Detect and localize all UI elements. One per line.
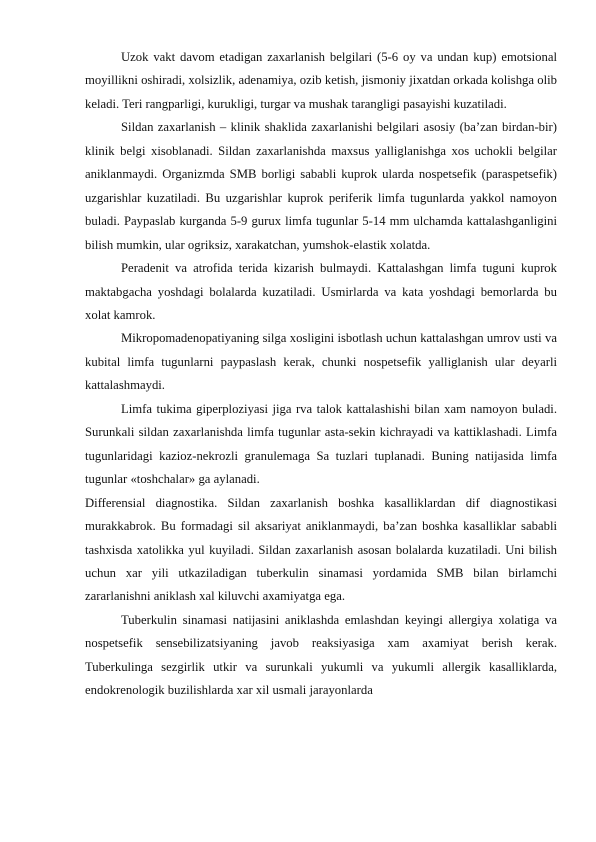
- paragraph-differential-diagnostics: Differensial diagnostika. Sildan zaxarlanish boshka kasalliklardan dif diagnostikasi murakkabrok. Bu formadagi sil aksariyat aniklanmaydi, ba’zan boshka kasalliklar sababli tashxisda xatolikka yul kuyiladi. Sildan zaxarlanish asosan bolalarda kuzatiladi. Uni bilish uchun xar yili utkaziladigan tuberkulin sinamasi yordamida SMB bilan birlamchi zararlanishni aniklash xal kiluvchi axamiyatga ega.: [85, 495, 557, 604]
- paragraph-peradenitis: Peradenit va atrofida terida kizarish bulmaydi. Kattalashgan limfa tuguni kuprok maktabgacha yoshdagi bolalarda kuzatiladi. Usmirlarda va kata yoshdagi bemorlarda bu xolat kamrok.: [85, 261, 557, 322]
- paragraph-long-term-poisoning: Uzok vakt davom etadigan zaxarlanish belgilari (5-6 oy va undan kup) emotsional moyillikni oshiradi, xolsizlik, adenamiya, ozib ketish, jismoniy jixatdan orkada kolishga olib keladi. Teri rangparligi, kurukligi, turgar va mushak tarangligi pasayishi kuzatiladi.: [85, 50, 557, 111]
- paragraph-tuberculin-test: Tuberkulin sinamasi natijasini aniklashda emlashdan keyingi allergiya xolatiga va nospetsefik sensebilizatsiyaning javob reaksiyasiga xam axamiyat berish kerak. Tuberkulinga sezgirlik utkir va surunkali yukumli va yukumli allergik kasalliklarda, endokrenologik buzilishlarda xar xil usmali jarayonlarda: [85, 612, 557, 698]
- document-page: [85, 46, 557, 703]
- paragraph-micropolyadenopathy: Mikropomadenopatiyaning silga xosligini isbotlash uchun kattalashgan umrov usti va kubital limfa tugunlarni paypaslash kerak, chunki nospetsefik yalliglanish ular deyarli kattalashmaydi.: [85, 331, 557, 393]
- paragraph-lymph-hyperplasia: Limfa tukima giperploziyasi jiga rva talok kattalashishi bilan xam namoyon buladi. Surunkali sildan zaxarlanishda limfa tugunlar asta-sekin kichrayadi va kattiklashadi. Limfa tugunlaridagi kazioz-nekrozli granulemaga Sa tuzlari tuplanadi. Buning natijasida limfa tugunlar «toshchalar» ga aylanadi.: [85, 401, 557, 487]
- paragraph-tb-intoxication-form: Sildan zaxarlanish – klinik shaklida zaxarlanishi belgilari asosiy (ba’zan birdan-bir) klinik belgi xisoblanadi. Sildan zaxarlanishda maxsus yalliglanishga xos uchokli belgilar aniklanmaydi. Organizmda SMB borligi sababli kuprok ularda nospetsefik (paraspetsefik) uzgarishlar kuzatiladi. Bu uzgarishlar kuprok periferik limfa tugunlarda yakkol namoyon buladi. Paypaslab kurganda 5-9 gurux limfa tugunlar 5-14 mm ulchamda kattalashganligini bilish mumkin, ular ogriksiz, xarakatchan, yumshok-elastik xolatda.: [85, 120, 557, 252]
